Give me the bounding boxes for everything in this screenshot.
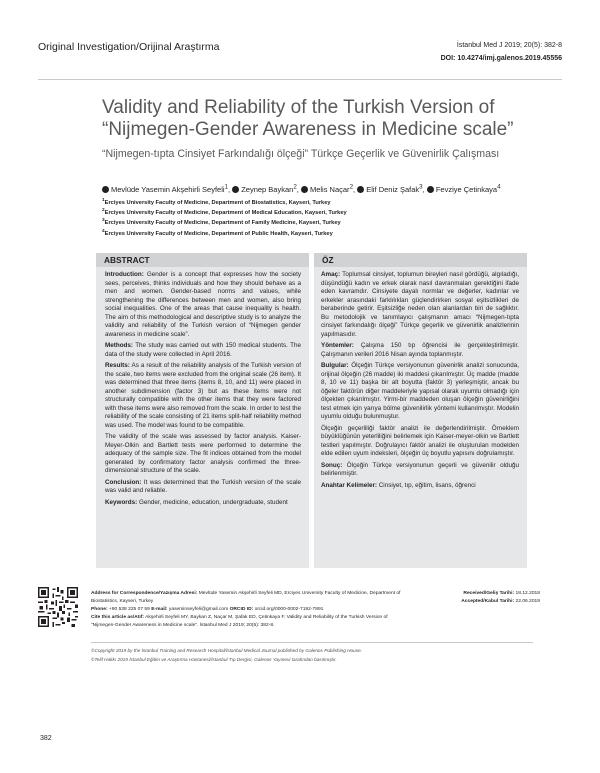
copyright-line: ©Copyright 2019 by the İstanbul Training and Research Hospital/İstanbul Medical Journal published by Galenos Publishing House. (91, 648, 362, 653)
author: Zeynep Baykan$^2$, (232, 185, 301, 194)
oz-paragraph: Bulgular: Ölçeğin Türkçe versiyonunun güvenirlik analizi sonucunda, orijinal ölçeğin (26 madde) iki maddesi çıkarılmıştır. Üç madde (madde 8, 10 ve 11) başka bir alt boyutta (faktör 3) yerleşmiştir, ancak bu öğeler faktörün diğer maddeleriyle yapısal olarak uyumlu olmadığı için ölçekten çıkarılmıştır. Yirmi-bir maddeden oluşan ölçeğin güvenirliğini test etmek için yarıya bölme güvenilirlik yöntemi kullanılmıştır. Modelin uyumlu olduğu bulunmuştur. (321, 362, 519, 420)
affiliation: $^3$Erciyes University Faculty of Medicine, Department of Family Medicine, Kayseri, Turkey (102, 218, 341, 227)
paper-title: Validity and Reliability of the Turkish Version of “Nijmegen-Gender Awareness in Medicine scale” (102, 97, 514, 140)
oz-paragraph: Sonuç: Ölçeğin Türkçe versiyonunun geçerli ve güvenilir olduğu belirlenmiştir. (321, 461, 519, 477)
article-dates (461, 590, 540, 606)
abstract-keywords: Keywords: Gender, medicine, education, undergraduate, student (105, 498, 288, 506)
author: Mevlüde Yasemin Akşehirli Seyfeli$^1$, (102, 185, 232, 194)
page-number: 382 (40, 735, 52, 742)
affiliation: $^1$Erciyes University Faculty of Medicine, Department of Biostatistics, Kayseri, Turkey (102, 198, 331, 206)
orcid-icon[interactable] (301, 186, 308, 193)
abstract-paragraph: Conclusion: It was determined that the Turkish version of the scale was valid and reliable. (105, 478, 301, 494)
correspondence-contact: Phone: +90 538 225 07 59 E-mail: yaseminseyfeli@gmail.com ORCID ID: orcid.org/0000-0002-7192-7891 (91, 607, 324, 613)
oz-keywords: Anahtar Kelimeler: Cinsiyet, tıp, eğitim, lisans, öğrenci (321, 481, 476, 489)
orcid-icon[interactable] (357, 186, 364, 193)
correspondence (91, 590, 411, 630)
header-divider (38, 79, 562, 80)
author-list (102, 183, 572, 194)
oz-paragraph: Yöntemler: Çalışma 150 tıp öğrencisi ile gerçekleştirilmiştir. Çalışmanın verileri 2016 Nisan ayında toplanmıştır. (321, 342, 519, 358)
oz-paragraph: Amaç: Toplumsal cinsiyet, toplumun bireyleri nasıl gördüğü, algıladığı, düşündüğü kadın ve erkek olarak nasıl davranmaları gerektiğini ifade eden kavramdır. Cinsiyete dayalı normlar ve değerler, kadınlar ve erkekler arasındaki farklılıkları güçlendirirken sosyal eşitsizlikleri de beraberinde getirir. Eşitsizliğe neden olan alanlardan biri de sağlıktır. Bu metodolojik ve tanımlayıcı çalışmanın amacı “Nijmegen-tıpta cinsiyet farkındalığı ölçeği” Türkçe geçerlik ve güvenirlik analizlerinin yapılmasıdır. (321, 271, 519, 338)
abstract-body (96, 267, 309, 507)
correspondence-address: Address for Correspondence/Yazışma Adresi: Mevlüde Yasemin Akşehirli Seyfeli MD, Erciyes University Faculty of Medicine, Department of Biostatistics, Kayseri, Turkey (91, 591, 401, 605)
paper-subtitle: “Nijmegen-tıpta Cinsiyet Farkındalığı ölçeği” Türkçe Geçerlik ve Güvenirlik Çalışması (102, 148, 500, 160)
journal-info (441, 39, 562, 65)
oz-body (314, 267, 527, 490)
abstract-paragraph: Introduction: Gender is a concept that expresses how the society sees, perceives, thinks individuals and how they should behave as a men and women. Gender-based norms and values, while strengthening the differences between men and women, also bring social inequalities. One of the areas that cause inequality is health. The aim of this methodological and descriptive study is to analyze the validity and reliability of the Turkish version of “Nijmegen gender awareness in medicine scale”. (105, 271, 301, 338)
author: Elif Deniz Şafak$^3$, (357, 185, 427, 194)
abstract-box (96, 253, 309, 568)
abstract-paragraph: Results: As a result of the reliability analysis of the Turkish version of the scale, two items were excluded from the original scale (26 item). It was determined that three items (items 8, 10, and 11) were placed in another subdimension (factor 3) but as these items were not structurally compatible with the other items that they were factored with these items were also removed from the scale. In order to test the reliability of the scale consisting of 21 items split-half reliability method was used. The model was found to be compatible. (105, 362, 301, 429)
orcid-icon[interactable] (427, 186, 434, 193)
author: Fevziye Çetinkaya$^4$ (427, 185, 501, 194)
affiliation: $^4$Erciyes University Faculty of Medicine, Department of Public Health, Kayseri, Turkey (102, 228, 333, 237)
abstract-paragraph: The validity of the scale was assessed by factor analysis. Kaiser-Meyer-Olkin and Bartlett tests were performed to determine the adequacy of the sample size. The fit indices obtained from the model generated by confirmatory factor analysis confirmed the three-dimensional structure of the scale. (105, 433, 301, 474)
qr-code-icon[interactable] (38, 587, 78, 627)
affiliations (102, 197, 562, 238)
journal-citation: İstanbul Med J 2019; 20(5): 382-8 (456, 42, 562, 49)
footer-divider (91, 642, 533, 643)
doi[interactable]: DOI: 10.4274/imj.galenos.2019.45556 (440, 55, 562, 62)
section-label: Original Investigation/Orijinal Araştırma (38, 41, 220, 53)
orcid-icon[interactable] (102, 186, 109, 193)
oz-heading: ÖZ (314, 253, 527, 267)
received-date: Received/Geliş Tarihi: 18.12.2018 (463, 591, 540, 596)
oz-paragraph: Ölçeğin geçerliliği faktör analizi ile değerlendirilmiştir. Örneklem büyüklüğünün yeterliliğini belirlemek için Kaiser-meyer-olkin ve Bartlett testleri yapılmıştır. Doğrulayıcı faktör analizi ile oluşturulan modelden elde edilen uyum indeksleri, ölçeğin üç boyutlu yapısını doğrulamıştır. (321, 424, 519, 457)
oz-box (314, 253, 527, 568)
abstract-paragraph: Methods: The study was carried out with 150 medical students. The data of the study were collected in April 2016. (105, 342, 301, 358)
citation: Cite this article as/Atıf: Akşehirli Seyfeli MY, Baykan Z, Naçar M, Şafak ED, Çetinkaya F. Validity and Reliability of the Turkish Version of “Nijmegen-Gender Awareness in Medicine scale”. İstanbul Med J 2019; 20(5): 382-8. (91, 615, 388, 629)
affiliation: $^2$Erciyes University Faculty of Medicine, Department of Medical Education, Kayseri, Turkey (102, 208, 347, 217)
copyright-notice (91, 647, 531, 664)
abstract-heading: ABSTRACT (96, 253, 309, 267)
author: Melis Naçar$^2$, (301, 185, 357, 194)
copyright-line: ©Telif Hakkı 2019 İstanbul Eğitim ve Araştırma Hastanesi/İstanbul Tıp Dergisi, Galenos Yayınevi tarafından basılmıştır. (91, 656, 337, 662)
accepted-date: Accepted/Kabul Tarihi: 22.06.2019 (461, 599, 540, 605)
orcid-icon[interactable] (232, 186, 239, 193)
